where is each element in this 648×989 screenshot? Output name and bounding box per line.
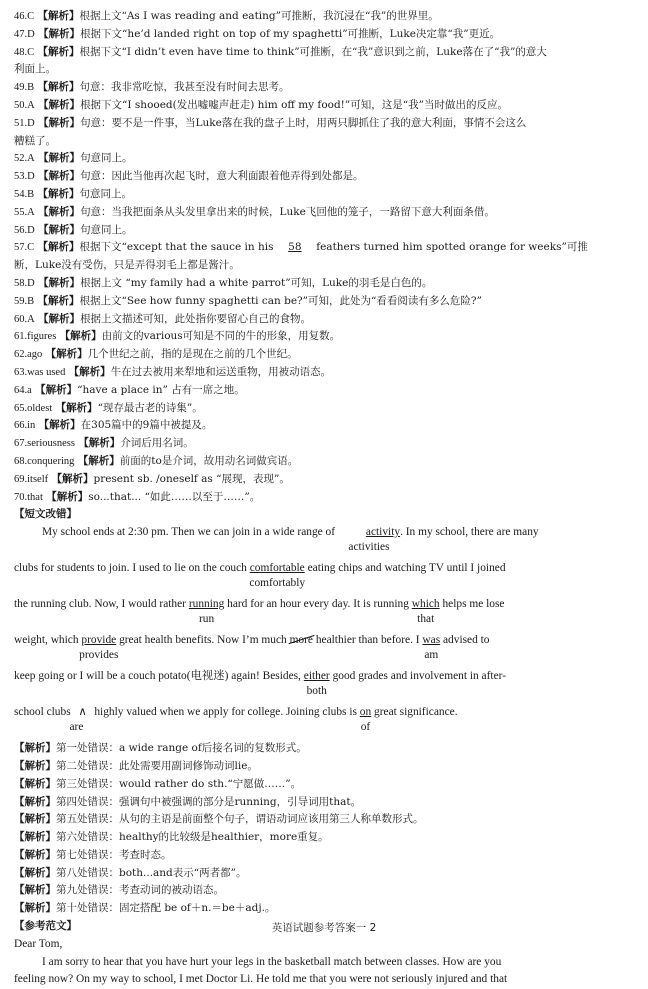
answer-text: 牛在过去被用来犁地和运送重物，用被动语态。	[110, 365, 332, 378]
answer-item	[14, 400, 634, 418]
correction-10: $\frac{on}{of}$	[359, 706, 372, 734]
correction-1: activity activities	[348, 526, 401, 554]
answer-text: 句意同上。	[80, 152, 133, 165]
analysis-tag: 【解析】	[38, 152, 81, 165]
answer-number: 58.D	[14, 277, 35, 289]
answer-item	[14, 8, 634, 26]
answer-item	[14, 453, 634, 471]
explanation-text: 第三处错误：would rather do sth.“宁愿做……”。	[56, 777, 302, 790]
answer-text: 断，Luke没有受伤，只是弄得羽毛上都是酱汁。	[14, 259, 240, 272]
answer-item	[14, 311, 634, 329]
correction-7: was am	[422, 634, 441, 662]
answer-item	[14, 471, 634, 489]
answer-text: 句意：要不是一件事，当Luke落在我的盘子上时，用两只脚抓住了我的意大利面，事情不会这么	[80, 116, 527, 129]
answer-item	[14, 61, 634, 79]
answer-item	[14, 293, 634, 311]
analysis-tag: 【解析】	[38, 276, 81, 289]
passage-line-4: weight, which provide provides great health benefits. Now I’m much more healthier than before. I was am advised to	[14, 634, 490, 662]
explanation-text: 第二处错误：此处需要用副词修饰动词lie。	[56, 759, 258, 772]
answer-item	[14, 133, 634, 151]
answer-number: 62.ago	[14, 349, 43, 361]
answer-text: 由前文的various可知是不同的牛的形象，用复数。	[101, 330, 341, 343]
answer-item	[14, 186, 634, 204]
explanation-item	[14, 740, 634, 758]
correction-4: which that	[411, 598, 440, 626]
essay-line: I am sorry to hear that you have hurt your legs in the basketball match between classes. How are you	[42, 955, 502, 968]
analysis-tag: 【解析】	[78, 437, 121, 450]
explanation-text: 第九处错误：考查动词的被动语态。	[56, 884, 224, 897]
answer-item	[14, 79, 634, 97]
explanation-item	[14, 811, 634, 829]
answer-number: 51.D	[14, 117, 35, 129]
analysis-tag: 【解析】	[45, 348, 88, 361]
passage-line-5: keep going or I will be a couch potato(电视迷) again! Besides, either both good grades and involvement in after-	[14, 670, 506, 698]
answer-number: 61.figures	[14, 331, 57, 343]
answer-text: 句意：因此当他再次起飞时，意大利面跟着他弄得到处都是。	[80, 170, 364, 183]
answer-number: 57.C	[14, 242, 35, 254]
correction-explanations	[14, 740, 634, 918]
answer-text: 糟糕了。	[14, 134, 56, 147]
answer-item	[14, 97, 634, 115]
explanation-item	[14, 794, 634, 812]
analysis-tag: 【解析】	[37, 241, 80, 254]
correction-5: provide provides	[79, 634, 119, 662]
answer-item	[14, 44, 634, 62]
answer-number: 50.A	[14, 99, 35, 111]
answer-text: present sb. /oneself as “展现，表现”。	[93, 472, 290, 485]
passage-line-1: My school ends at 2:30 pm. Then we can join in a wide range of activity activities . In my school, there are many	[42, 526, 539, 554]
analysis-tag: 【解析】	[35, 383, 78, 396]
analysis-tag: 【解析】	[14, 813, 56, 826]
blank-number: 58	[288, 241, 302, 254]
answer-text: 在305篇中的9篇中被提及。	[80, 419, 213, 432]
analysis-tag: 【解析】	[38, 170, 81, 183]
page-footer: 英语试题参考答案一 2	[271, 922, 377, 934]
analysis-tag: 【解析】	[37, 187, 80, 200]
answer-item	[14, 150, 634, 168]
answer-text: 根据上文描述可知，此处指你要留心自己的食物。	[80, 312, 312, 325]
analysis-tag: 【解析】	[46, 490, 89, 503]
answer-item	[14, 346, 634, 364]
answer-number: 56.D	[14, 224, 35, 236]
answer-number: 60.A	[14, 313, 35, 325]
correction-6-deleted-word: more	[290, 632, 313, 650]
answer-number: 63.was used	[14, 366, 66, 378]
analysis-tag: 【解析】	[14, 866, 56, 879]
explanation-item	[14, 829, 634, 847]
answer-item	[14, 168, 634, 186]
answer-item	[14, 417, 634, 435]
answer-item	[14, 239, 634, 257]
explanation-text: 第四处错误：强调句中被强调的部分是running，引导词用that。	[56, 795, 362, 808]
correction-9-insert-mark: ∧ are	[69, 706, 87, 734]
answer-text: 根据上文“As I was reading and eating”可推断，我沉浸在“我”的世界里。	[79, 10, 439, 22]
answer-list	[14, 8, 634, 506]
answer-text: 句意：我非常吃惊，我甚至没有时间去思考。	[79, 81, 290, 94]
analysis-tag: 【解析】	[38, 116, 81, 129]
answer-text: 根据下文“I shooed(发出嘘嘘声赶走) him off my food!”可知，这是“我”当时做出的反应。	[80, 98, 509, 111]
analysis-tag: 【解析】	[14, 902, 56, 915]
passage-line-2: clubs for students to join. I used to lie on the couch comfortable comfortably eating chips and watching TV until I joined	[14, 562, 506, 590]
answer-number: 67.seriousness	[14, 438, 75, 450]
answer-text: “现存最古老的诗集”。	[97, 401, 203, 414]
analysis-tag: 【解析】	[14, 884, 56, 897]
answer-item	[14, 115, 634, 133]
essay-line: feeling now? On my way to school, I met Doctor Li. He told me that you were not seriously injured and that	[14, 973, 508, 986]
analysis-tag: 【解析】	[14, 795, 56, 808]
answer-number: 54.B	[14, 188, 35, 200]
answer-item	[14, 204, 634, 222]
answer-text: 根据上文 “my family had a white parrot”可知，Luke的羽毛是白色的。	[80, 276, 433, 289]
explanation-item	[14, 900, 634, 918]
analysis-tag: 【解析】	[51, 472, 94, 485]
explanation-text: 第十处错误：固定搭配 be of＋n.＝be＋adj.。	[56, 902, 276, 915]
answer-text: 前面的to是介词，故用动名词做宾语。	[119, 454, 299, 467]
analysis-tag: 【解析】	[37, 10, 80, 22]
answer-item	[14, 489, 634, 507]
answer-item	[14, 26, 634, 44]
answer-number: 49.B	[14, 82, 35, 94]
analysis-tag: 【解析】	[14, 759, 56, 772]
explanation-text: 第六处错误：healthy的比较级是healthier，more重复。	[56, 831, 329, 844]
answer-number: 66.in	[14, 420, 36, 432]
analysis-tag: 【解析】	[14, 777, 56, 790]
analysis-tag: 【解析】	[37, 81, 80, 94]
passage-line-3: the running club. Now, I would rather running run hard for an hour every day. It is running which that helps me lose	[14, 598, 505, 626]
essay-greeting: Dear Tom,	[14, 937, 63, 950]
analysis-tag: 【解析】	[38, 98, 81, 111]
answer-text-cont: feathers turned him spotted orange for weeks”可推	[316, 241, 588, 254]
answer-number: 64.a	[14, 384, 32, 396]
answer-text: 根据上文“See how funny spaghetti can be?”可知，此处为“看看阅读有多么危险?”	[79, 294, 482, 307]
explanation-item	[14, 776, 634, 794]
answer-number: 46.C	[14, 11, 35, 22]
analysis-tag: 【解析】	[14, 742, 56, 755]
analysis-tag: 【解析】	[55, 401, 98, 414]
answer-text: 根据下文“he’d landed right on top of my spaghetti”可推断，Luke决定靠“我”更近。	[80, 27, 501, 40]
explanation-text: 第八处错误：both...and表示“两者都”。	[56, 866, 247, 879]
correction-8: either both	[303, 670, 330, 698]
correction-3: running run	[188, 598, 225, 626]
passage-line-6: school clubs ∧ are highly valued when we apply for college. Joining clubs is $\frac{on}{of}$ great significance.	[14, 706, 458, 734]
answer-number: 47.D	[14, 28, 35, 40]
section-heading-correction: 【短文改错】	[14, 508, 77, 521]
analysis-tag: 【解析】	[38, 312, 81, 325]
analysis-tag: 【解析】	[14, 831, 56, 844]
explanation-text: 第七处错误：考查时态。	[56, 848, 172, 861]
analysis-tag: 【解析】	[14, 848, 56, 861]
answer-item	[14, 275, 634, 293]
analysis-tag: 【解析】	[37, 294, 80, 307]
answer-text: 根据下文“except that the sauce in his	[79, 241, 274, 254]
answer-text: 介词后用名词。	[120, 437, 194, 450]
answer-number: 52.A	[14, 153, 35, 165]
explanation-item	[14, 758, 634, 776]
answer-number: 69.itself	[14, 473, 49, 485]
explanation-text: 第五处错误：从句的主语是前面整个句子，谓语动词应该用第三人称单数形式。	[56, 813, 424, 826]
analysis-tag: 【解析】	[77, 454, 120, 467]
answer-item	[14, 328, 634, 346]
answer-number: 68.conquering	[14, 455, 75, 467]
analysis-tag: 【解析】	[38, 205, 81, 218]
answer-number: 53.D	[14, 171, 35, 183]
answer-item	[14, 382, 634, 400]
answer-item	[14, 435, 634, 453]
answer-text: “have a place in” 占有一席之地。	[77, 383, 245, 396]
answer-number: 48.C	[14, 46, 35, 58]
analysis-tag: 【解析】	[38, 419, 81, 432]
correction-2: comfortable comfortably	[249, 562, 306, 590]
answer-number: 65.oldest	[14, 402, 53, 414]
analysis-tag: 【解析】	[38, 223, 81, 236]
explanation-item	[14, 865, 634, 883]
correction-passage	[14, 524, 634, 740]
answer-item	[14, 257, 634, 275]
analysis-tag: 【解析】	[68, 365, 111, 378]
answer-text: 几个世纪之前，指的是现在之前的几个世纪。	[87, 348, 298, 361]
analysis-tag: 【解析】	[59, 330, 102, 343]
answer-text: so...that... “如此……以至于……”。	[88, 490, 261, 503]
answer-item	[14, 364, 634, 382]
answer-text: 利面上。	[14, 63, 56, 76]
analysis-tag: 【解析】	[38, 27, 81, 40]
analysis-tag: 【解析】	[37, 45, 80, 58]
answer-number: 55.A	[14, 206, 35, 218]
explanation-item	[14, 847, 634, 865]
section-heading-essay: 【参考范文】	[14, 920, 77, 933]
answer-text: 句意：当我把面条从头发里拿出来的时候，Luke飞回他的笼子，一路留下意大利面条借。	[80, 205, 495, 218]
answer-number: 59.B	[14, 295, 35, 307]
model-essay	[14, 936, 634, 989]
answer-number: 70.that	[14, 491, 43, 503]
explanation-item	[14, 882, 634, 900]
answer-item	[14, 222, 634, 240]
answer-text: 句意同上。	[79, 187, 132, 200]
answer-text: 句意同上。	[80, 223, 133, 236]
explanation-text: 第一处错误：a wide range of后接名词的复数形式。	[56, 742, 307, 755]
answer-text: 根据下文“I didn’t even have time to think”可推断，在“我”意识到之前，Luke落在了“我”的意大	[79, 45, 547, 58]
